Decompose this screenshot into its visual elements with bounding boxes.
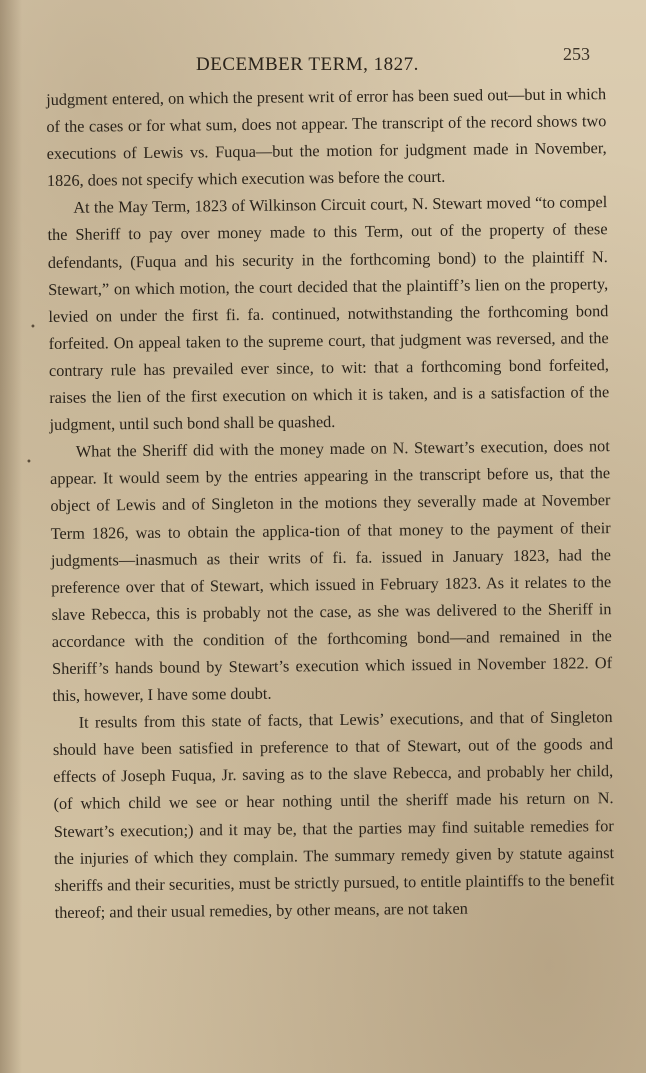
page-number: 253 [563, 44, 590, 64]
paragraph: It results from this state of facts, that Lewis’ executions, and that of Singleton should have been satisfied in preference to that of Stewart, out of the goods and effects of Joseph Fuqua, Jr. saving as to the slave Rebecca, and probably her child, (of which child we see or hear nothing until the sheriff made his return on N. Stewart’s execution;) and it may be, that the parties may find suitable remedies for the injuries of which they complain. The summary remedy given by statute against sheriffs and their securities, must be strictly pursued, to entitle plaintiffs to the benefit thereof; and their usual remedies, by other means, are not taken [52, 707, 615, 922]
margin-dot: • [30, 322, 36, 333]
page-header [0, 44, 646, 82]
body-text [46, 80, 615, 926]
paragraph: At the May Term, 1823 of Wilkinson Circuit court, N. Stewart moved “to compel the Sheriff to pay over money made to this Term, out of the property of these defendants, (Fuqua and his security in the forthcoming bond) to the plaintiff N. Stewart,” on which motion, the court decided that the plaintiff’s lien on the property, levied on under the first fi. fa. continued, notwithstanding the forthcoming bond forfeited. On appeal taken to the supreme court, that judgment was reversed, and the contrary rule has prevailed ever since, to wit: that a forthcoming bond forfeited, raises the lien of the first execution on which it is taken, and is a satisfaction of the judgment, until such bond shall be quashed. [47, 192, 610, 435]
running-head: DECEMBER TERM, 1827. [196, 54, 419, 75]
margin-dot: • [26, 457, 32, 468]
paragraph-continued: judgment entered, on which the present writ of error has been sued out—but in which of the cases or for what sum, does not appear. The transcript of the record shows two executions of Lewis vs. Fuqua—but the motion for judgment made in November, 1826, does not specify which execution was before the court. [46, 84, 607, 191]
paragraph: What the Sheriff did with the money made on N. Stewart’s execution, does not appear. It would seem by the entries appearing in the transcript before us, that the object of Lewis and of Singleton in the motions they severally made at November Term 1826, was to obtain the applica-tion of that money to the payment of their judgments—inasmuch as their writs of fi. fa. issued in January 1823, had the preference over that of Stewart, which issued in February 1823. As it relates to the slave Rebecca, this is probably not the case, as she was delivered to the Sheriff in accordance with the condition of the forthcoming bond—and remained in the Sheriff’s hands bound by Stewart’s execution which issued in November 1822. Of this, however, I have some doubt. [50, 436, 613, 706]
